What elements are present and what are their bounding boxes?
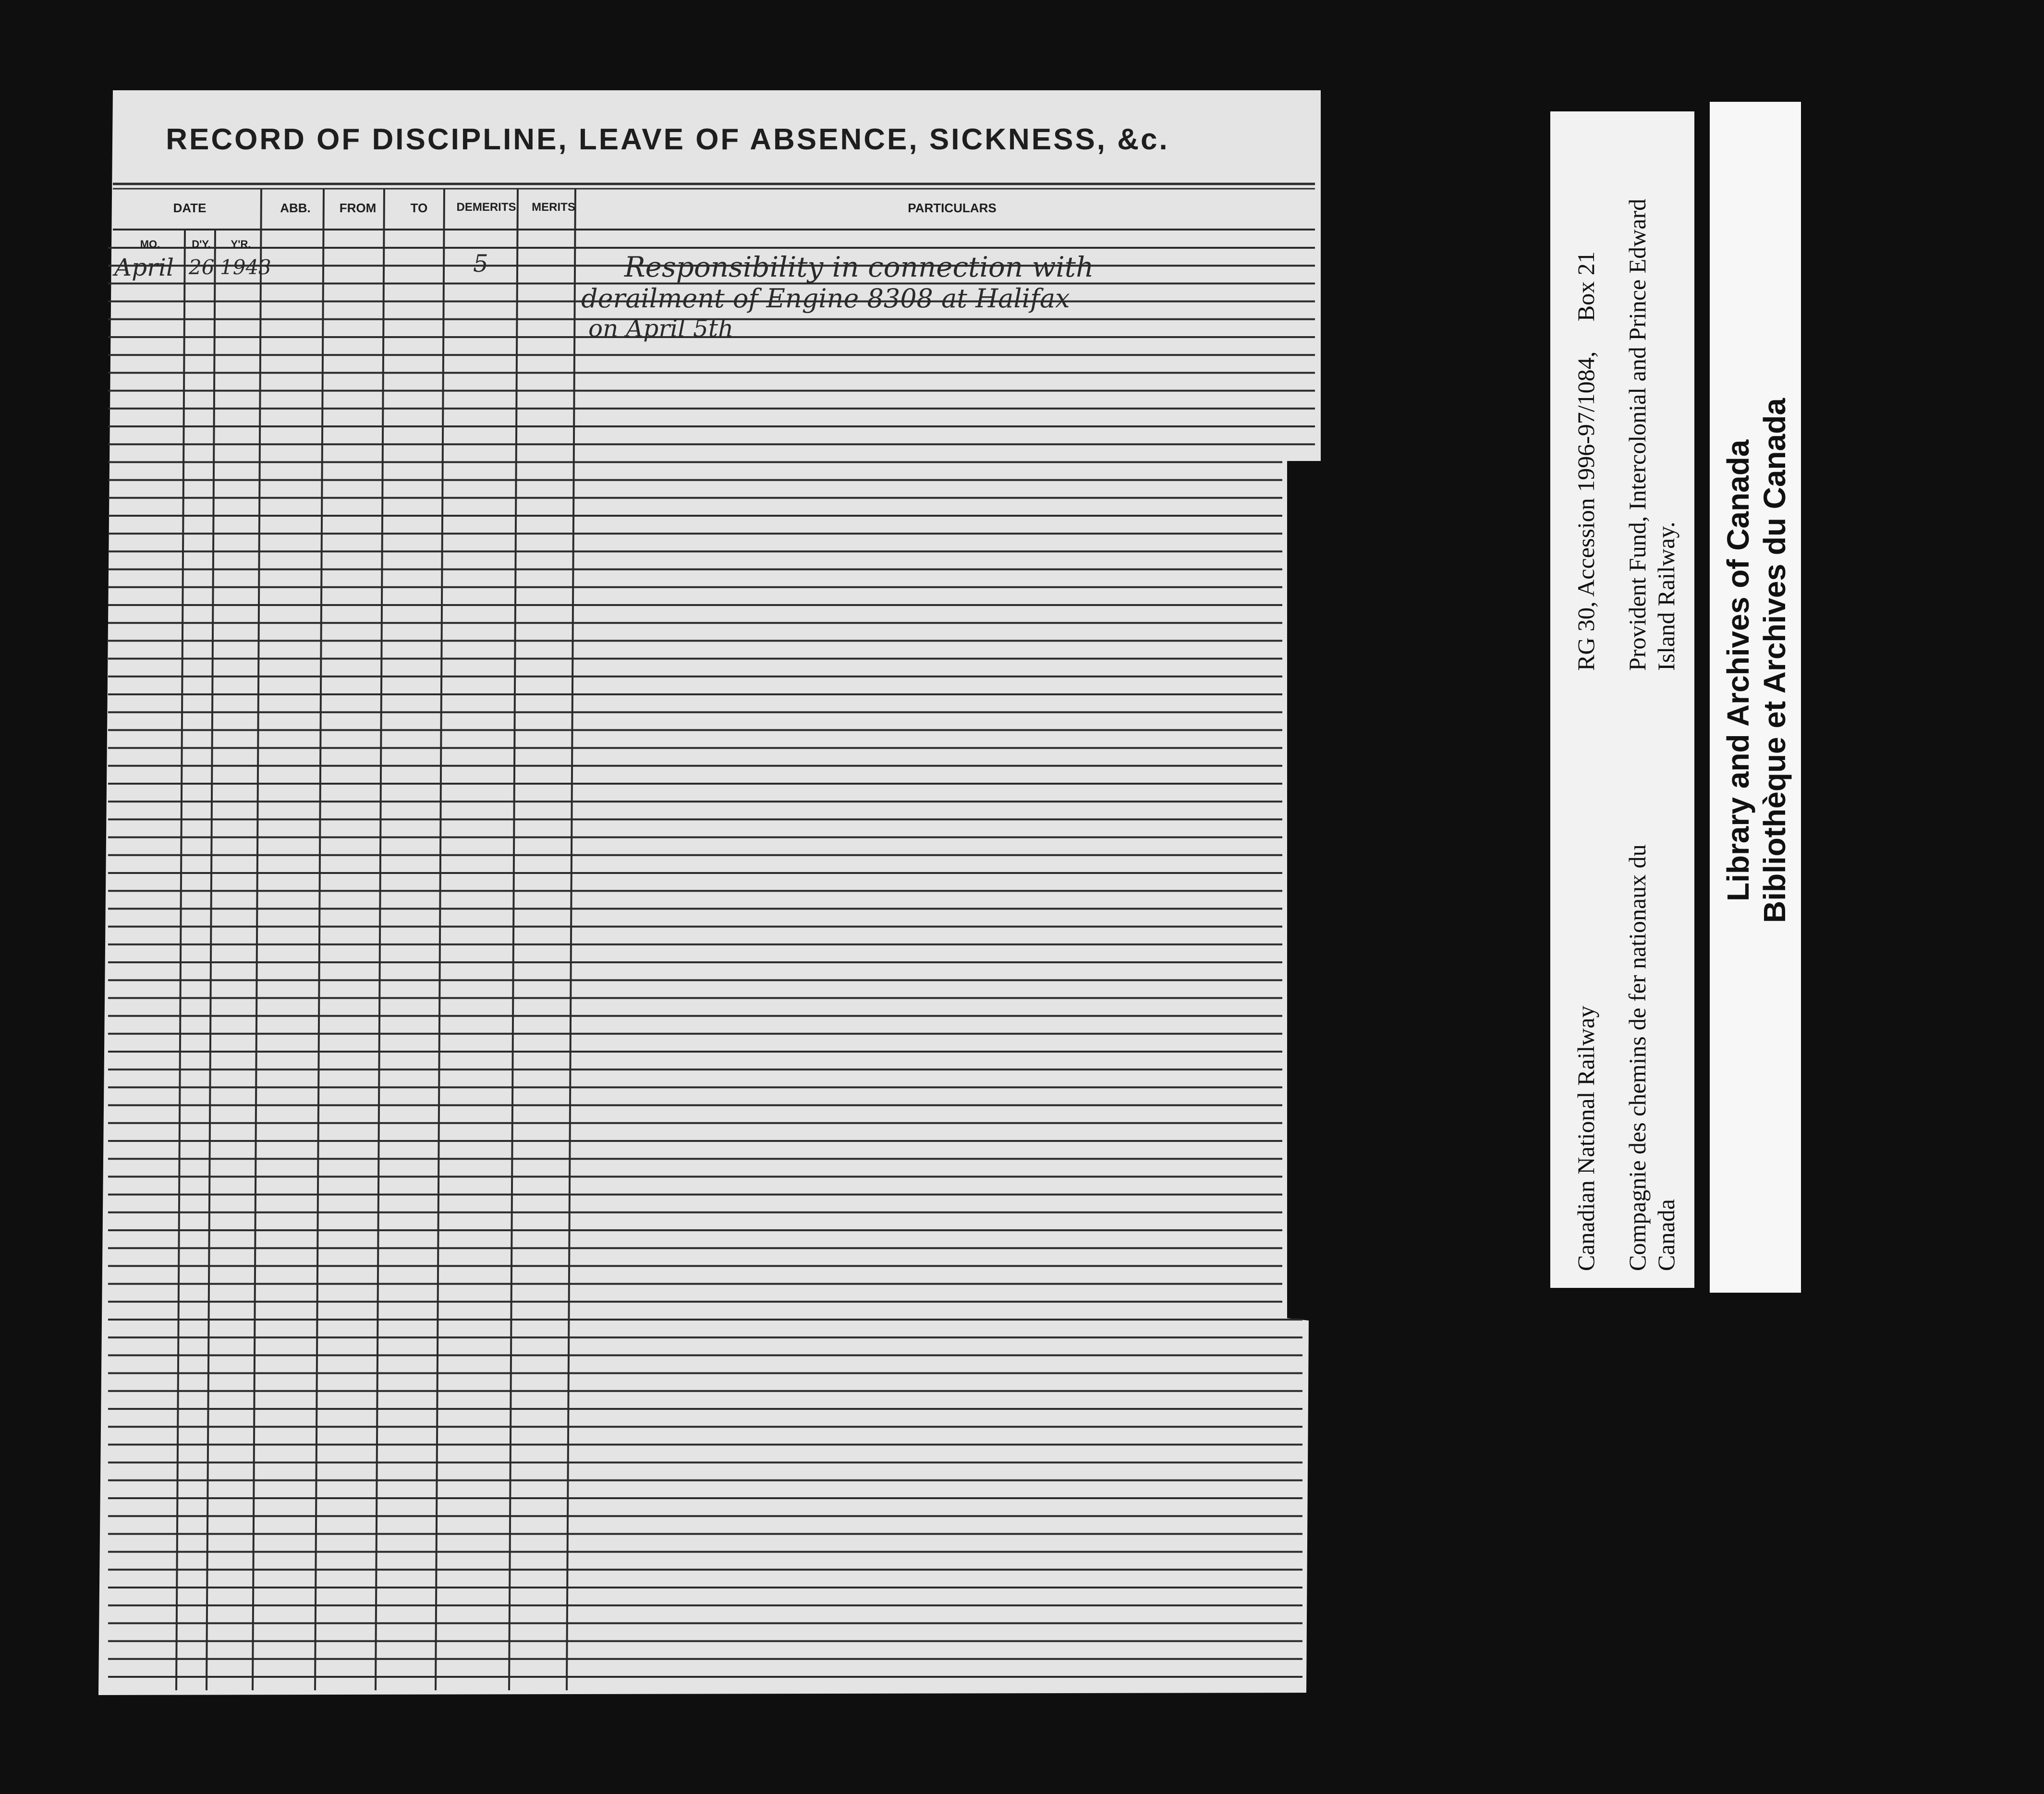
header-merits: MERITS (532, 201, 575, 214)
logo-line1: Library and Archives of Canada (1721, 439, 1755, 901)
header-to: TO (410, 201, 428, 215)
label-col1-right: RG 30, Accession 1996-97/1084, Box 21 (1572, 251, 1599, 671)
header-date: DATE (173, 201, 207, 215)
header-abb: ABB. (280, 201, 311, 215)
entry-day: 26 (189, 255, 215, 279)
logo-line2: Bibliothèque et Archives du Canada (1757, 398, 1792, 923)
entry-month: April (114, 254, 174, 281)
card-title: RECORD OF DISCIPLINE, LEAVE OF ABSENCE, SICKNESS, &c. (166, 123, 1169, 156)
label-col1-left: Canadian National Railway (1572, 1006, 1599, 1271)
header-demerits: DEMERITS (456, 201, 516, 214)
header-yr: Y'R. (231, 238, 251, 250)
header-from: FROM (339, 201, 377, 215)
entry-particulars-line2: derailment of Engine 8308 at Halifax (581, 283, 1070, 314)
label-col2-right-line1: Provident Fund, Intercolonial and Prince Edward (1624, 198, 1651, 671)
header-dy: D'Y. (192, 238, 211, 250)
label-col2-right-line2: Island Railway. (1653, 521, 1679, 671)
entry-particulars-line1: Responsibility in connection with (624, 251, 1094, 283)
entry-year: 1943 (220, 255, 271, 279)
entry-demerits: 5 (473, 250, 488, 278)
label-col2-left-line1: Compagnie des chemins de fer nationaux du (1624, 844, 1651, 1271)
archive-logo-strip (1710, 102, 1801, 1293)
archive-label-strip (1550, 111, 1694, 1288)
header-particulars: PARTICULARS (908, 201, 997, 215)
label-col2-left-line2: Canada (1653, 1199, 1679, 1271)
entry-particulars-line3: on April 5th (588, 315, 734, 342)
header-mo: MO. (140, 238, 160, 250)
